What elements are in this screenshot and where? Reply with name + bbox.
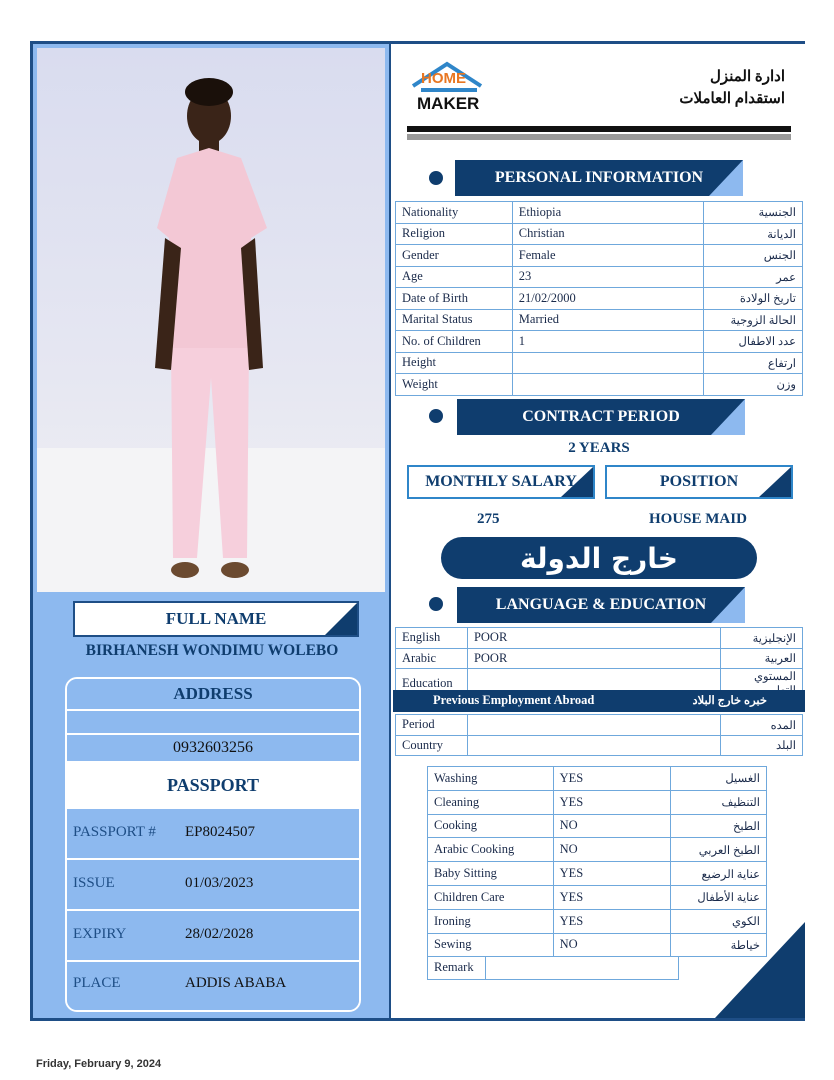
skill-value: YES	[553, 909, 671, 933]
right-panel	[393, 44, 805, 1018]
personal-label: Age	[396, 266, 513, 288]
skill-value: NO	[553, 933, 671, 957]
previous-label: Country	[396, 735, 468, 756]
bullet-dot	[429, 597, 443, 611]
previous-label-ar: البلد	[721, 735, 803, 756]
address-block	[65, 677, 361, 1012]
skill-value: YES	[553, 790, 671, 814]
expiry-value: 28/02/2028	[185, 926, 254, 942]
personal-label: Gender	[396, 245, 513, 267]
personal-value	[512, 352, 703, 374]
personal-label-ar: الجنسية	[704, 202, 803, 224]
personal-label: Height	[396, 352, 513, 374]
personal-row	[396, 202, 803, 224]
candidate-photo	[37, 48, 385, 592]
language-label-ar: المستوي	[721, 669, 803, 698]
logo-home-text: HOME	[421, 70, 466, 87]
previous-value	[467, 715, 720, 736]
language-value: POOR	[467, 648, 720, 669]
personal-value: 23	[512, 266, 703, 288]
personal-label: Religion	[396, 223, 513, 245]
footer-date: Friday, February 9, 2024	[36, 1058, 162, 1070]
language-table	[395, 627, 803, 698]
personal-value: Christian	[512, 223, 703, 245]
previous-employment-title: Previous Employment Abroad	[433, 693, 595, 707]
personal-label: Date of Birth	[396, 288, 513, 310]
previous-employment-table	[395, 714, 803, 756]
issue-row	[67, 860, 359, 909]
issue-label: ISSUE	[73, 875, 115, 891]
skill-value: NO	[553, 814, 671, 838]
position-label: POSITION	[659, 473, 739, 490]
place-label: PLACE	[73, 975, 121, 991]
skill-label: Arabic Cooking	[428, 838, 554, 862]
arabic-header-line2: استقدام العاملات	[679, 91, 785, 107]
position-label-box	[605, 465, 793, 499]
language-label-ar: الإنجليزية	[721, 628, 803, 649]
skill-value: NO	[553, 838, 671, 862]
salary-value: 275	[477, 511, 500, 527]
personal-label-ar: عمر	[704, 266, 803, 288]
skill-label-ar: الغسيل	[671, 767, 767, 791]
passport-number-value: EP8024507	[185, 824, 256, 840]
place-value: ADDIS ABABA	[185, 975, 287, 991]
skill-label: Sewing	[428, 933, 554, 957]
personal-row	[396, 266, 803, 288]
personal-label: Weight	[396, 374, 513, 396]
remark-label: Remark	[428, 956, 486, 980]
personal-info-heading	[455, 160, 743, 196]
expiry-label: EXPIRY	[73, 926, 127, 942]
personal-row	[396, 374, 803, 396]
abroad-banner: خارج الدولة	[441, 537, 757, 579]
arabic-header-line1: ادارة المنزل	[710, 69, 785, 85]
language-heading	[457, 587, 745, 623]
skill-row	[428, 885, 767, 909]
personal-label-ar: تاريخ الولادة	[704, 288, 803, 310]
personal-row	[396, 309, 803, 331]
personal-label-ar: الديانة	[704, 223, 803, 245]
skill-label-ar: الكوي	[671, 909, 767, 933]
personal-label: Nationality	[396, 202, 513, 224]
header-rule-black	[407, 126, 791, 132]
bullet-dot	[429, 171, 443, 185]
skill-label-ar: خياطة	[671, 933, 767, 957]
personal-label-ar: عدد الاطفال	[704, 331, 803, 353]
personal-info-title: PERSONAL INFORMATION	[494, 169, 704, 186]
cv-card	[30, 41, 805, 1021]
place-row	[67, 962, 359, 1012]
previous-row	[396, 715, 803, 736]
language-label: Education	[396, 669, 468, 698]
skill-label-ar: عناية الرضيع	[671, 862, 767, 886]
personal-row	[396, 245, 803, 267]
passport-number-row	[67, 809, 359, 858]
skill-row	[428, 814, 767, 838]
previous-employment-heading	[393, 690, 805, 712]
skill-row	[428, 790, 767, 814]
personal-value: Ethiopia	[512, 202, 703, 224]
skill-label-ar: الطبخ العربي	[671, 838, 767, 862]
issue-value: 01/03/2023	[185, 875, 254, 891]
personal-label-ar: ارتفاع	[704, 352, 803, 374]
skill-row	[428, 838, 767, 862]
previous-label: Period	[396, 715, 468, 736]
personal-row	[396, 223, 803, 245]
corner-decoration	[715, 922, 805, 1018]
previous-label-ar: المده	[721, 715, 803, 736]
contract-title: CONTRACT PERIOD	[522, 408, 680, 425]
logo-maker-text: MAKER	[417, 94, 480, 113]
personal-row	[396, 288, 803, 310]
skill-value: YES	[553, 767, 671, 791]
personal-value	[512, 374, 703, 396]
skill-label-ar: الطبخ	[671, 814, 767, 838]
personal-label-ar: الجنس	[704, 245, 803, 267]
personal-info-table	[395, 201, 803, 396]
language-title: LANGUAGE & EDUCATION	[495, 596, 707, 613]
personal-row	[396, 352, 803, 374]
home-maker-logo	[407, 58, 487, 122]
skill-label: Ironing	[428, 909, 554, 933]
skill-row	[428, 862, 767, 886]
expiry-row	[67, 911, 359, 960]
salary-label-box	[407, 465, 595, 499]
personal-value: 21/02/2000	[512, 288, 703, 310]
salary-label: MONTHLY SALARY	[425, 473, 577, 490]
passport-number-label: PASSPORT #	[73, 824, 156, 840]
skill-label: Cleaning	[428, 790, 554, 814]
previous-row	[396, 735, 803, 756]
personal-value: Female	[512, 245, 703, 267]
skill-row	[428, 767, 767, 791]
skill-label-ar: التنظيف	[671, 790, 767, 814]
personal-value: Married	[512, 309, 703, 331]
language-label: English	[396, 628, 468, 649]
remark-table	[427, 956, 679, 980]
fullname-label-box	[73, 601, 359, 637]
candidate-name: BIRHANESH WONDIMU WOLEBO	[85, 642, 339, 659]
language-value: POOR	[467, 628, 720, 649]
personal-label: Marital Status	[396, 309, 513, 331]
previous-employment-title-ar: خبره خارج البلاد	[692, 695, 767, 707]
personal-label-ar: الحالة الزوجية	[704, 309, 803, 331]
position-value: HOUSE MAID	[649, 511, 747, 527]
contract-heading	[457, 399, 745, 435]
skill-value: YES	[553, 885, 671, 909]
fullname-label: FULL NAME	[165, 609, 267, 628]
skill-label: Washing	[428, 767, 554, 791]
address-label: ADDRESS	[67, 679, 359, 709]
arabic-header	[679, 66, 785, 110]
bullet-dot	[429, 409, 443, 423]
phone-number: 0932603256	[67, 735, 359, 761]
personal-value: 1	[512, 331, 703, 353]
personal-row	[396, 331, 803, 353]
personal-label-ar: وزن	[704, 374, 803, 396]
previous-value	[467, 735, 720, 756]
language-row	[396, 628, 803, 649]
skill-label: Children Care	[428, 885, 554, 909]
person-figure	[37, 48, 385, 592]
language-row	[396, 648, 803, 669]
left-panel	[33, 44, 391, 1018]
skill-label: Cooking	[428, 814, 554, 838]
language-label: Arabic	[396, 648, 468, 669]
contract-value: 2 YEARS	[568, 440, 630, 456]
skill-label-ar: عناية الأطفال	[671, 885, 767, 909]
header-rule-gray	[407, 134, 791, 140]
language-label-ar: العربية	[721, 648, 803, 669]
skill-label: Baby Sitting	[428, 862, 554, 886]
remark-value	[486, 956, 679, 980]
skill-value: YES	[553, 862, 671, 886]
passport-label: PASSPORT	[67, 761, 359, 809]
personal-label: No. of Children	[396, 331, 513, 353]
